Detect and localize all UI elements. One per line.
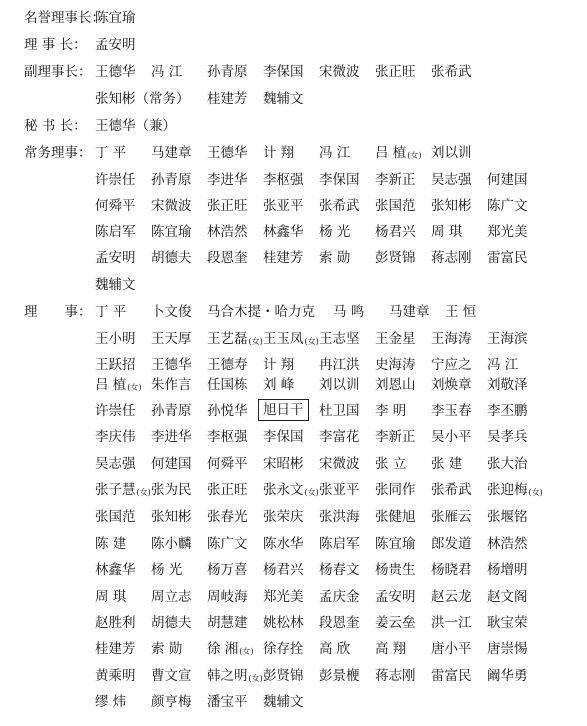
member-name: 阚华勇	[487, 668, 528, 684]
member-name: 雷富民	[431, 668, 472, 684]
member-name: 李枢强	[263, 172, 304, 188]
role-label: 秘 书 长：	[24, 118, 87, 134]
member-name: 张正旺	[207, 198, 248, 214]
member-name: 吴小平	[431, 429, 472, 445]
member-name: 王 恒	[445, 304, 477, 320]
member-name: 胡德夫	[151, 615, 192, 631]
member-name: 马建章	[151, 145, 192, 161]
female-mark: (女)	[136, 488, 151, 497]
member-name: 孟安明	[375, 589, 416, 605]
member-name: 张雁云	[431, 509, 472, 525]
member-name: 孟庆金	[319, 589, 360, 605]
member-name: 刘以训	[319, 377, 360, 393]
member-name: 周岐海	[207, 589, 248, 605]
member-name: 李枢强	[207, 429, 248, 445]
member-name: 张健旭	[375, 509, 416, 525]
member-name: 彭贤锦	[375, 250, 416, 266]
member-name: 冯 江	[151, 64, 183, 80]
member-name: 何舜平	[207, 456, 248, 472]
member-name: 杨晓君	[431, 562, 472, 578]
member-name: 张大治	[487, 456, 528, 472]
female-mark: (女)	[127, 383, 142, 392]
member-name: 张永文(女)	[263, 482, 319, 498]
member-name: 李进华	[151, 429, 192, 445]
member-name: 林浩然	[487, 536, 528, 552]
member-name: 王德华（兼）	[95, 118, 176, 134]
member-name: 张国范	[95, 509, 136, 525]
member-name: 刘以训	[431, 145, 472, 161]
member-name: 王德华	[95, 64, 136, 80]
member-name: 李保国	[263, 64, 304, 80]
member-name: 彭贤锦	[263, 668, 304, 684]
member-name: 胡德夫	[151, 250, 192, 266]
member-name: 张正旺	[207, 482, 248, 498]
member-name: 张希武	[431, 64, 472, 80]
member-name: 郑光美	[263, 589, 304, 605]
member-name: 张国范	[375, 198, 416, 214]
member-name: 陈 建	[95, 536, 127, 552]
member-name: 陈水华	[263, 536, 304, 552]
member-name: 宋昭彬	[263, 456, 304, 472]
member-name: 曹文宣	[151, 668, 192, 684]
member-name: 许崇任	[95, 403, 136, 419]
member-name: 雷富民	[487, 250, 528, 266]
member-name: 周 琪	[95, 589, 127, 605]
female-mark: (女)	[248, 337, 263, 346]
member-name: 王跃招	[95, 357, 136, 373]
member-name: 张 立	[375, 456, 407, 472]
member-name: 魏辅文	[263, 91, 304, 107]
member-name: 耿宝荣	[487, 615, 528, 631]
female-mark: (女)	[407, 151, 422, 160]
member-name: 李新正	[375, 172, 416, 188]
member-name: 李保国	[319, 172, 360, 188]
member-name: 李庆伟	[95, 429, 136, 445]
member-name: 赵胜利	[95, 615, 136, 631]
member-name: 陈广文	[207, 536, 248, 552]
member-name: 张为民	[151, 482, 192, 498]
member-name: 林浩然	[207, 224, 248, 240]
member-name: 索 勋	[151, 641, 183, 657]
member-name: 桂建芳	[263, 250, 304, 266]
member-name: 吕 植(女)	[375, 145, 422, 161]
female-mark: (女)	[248, 674, 263, 683]
member-name: 李进华	[207, 172, 248, 188]
member-name: 张知彬（常务）	[95, 91, 190, 107]
member-name: 韩之明(女)	[207, 668, 263, 684]
member-name: 王德华	[151, 357, 192, 373]
member-name: 杨 光	[151, 562, 183, 578]
member-name: 王艺磊(女)	[207, 331, 263, 347]
member-name: 张春光	[207, 509, 248, 525]
member-name: 姜云垒	[375, 615, 416, 631]
member-name: 宁应之	[431, 357, 472, 373]
member-name: 陈广文	[487, 198, 528, 214]
member-name: 胡慧建	[207, 615, 248, 631]
member-name: 彭景楩	[319, 668, 360, 684]
member-name: 马合木提・哈力克	[207, 304, 315, 320]
member-name: 许崇任	[95, 172, 136, 188]
member-name: 张希武	[319, 198, 360, 214]
member-name: 陈启军	[95, 224, 136, 240]
member-name: 何建国	[151, 456, 192, 472]
member-name: 段恩奎	[319, 615, 360, 631]
member-name: 杨增明	[487, 562, 528, 578]
member-name: 张知彬	[431, 198, 472, 214]
member-name: 徐 湘(女)	[207, 641, 254, 657]
member-name: 刘 峰	[263, 377, 295, 393]
member-name: 李丕鹏	[487, 403, 528, 419]
member-name: 丁 平	[95, 304, 127, 320]
member-name: 马 鸣	[333, 304, 365, 320]
member-name: 杨君兴	[263, 562, 304, 578]
member-name: 杨 光	[319, 224, 351, 240]
member-name: 姚松林	[263, 615, 304, 631]
member-name: 林鑫华	[263, 224, 304, 240]
member-name: 王海滨	[487, 331, 528, 347]
member-name: 林鑫华	[95, 562, 136, 578]
member-name: 卜文俊	[151, 304, 192, 320]
member-name: 张子慧(女)	[95, 482, 151, 498]
member-name: 王德寿	[207, 357, 248, 373]
member-name: 孙悦华	[207, 403, 248, 419]
member-name: 缪 炜	[95, 694, 127, 710]
member-name: 马建章	[389, 304, 430, 320]
member-name: 冉江洪	[319, 357, 360, 373]
member-name: 何建国	[487, 172, 528, 188]
member-name: 杜卫国	[319, 403, 360, 419]
member-name: 吴志强	[95, 456, 136, 472]
member-name: 王德华	[207, 145, 248, 161]
member-name: 王金星	[375, 331, 416, 347]
member-name: 蒋志刚	[431, 250, 472, 266]
member-name: 吴孝兵	[487, 429, 528, 445]
role-label: 名誉理事长：	[24, 10, 105, 26]
member-name: 史海涛	[375, 357, 416, 373]
member-name: 徐存拴	[263, 641, 304, 657]
member-name: 王志坚	[319, 331, 360, 347]
female-mark: (女)	[304, 337, 319, 346]
member-name: 陈宜瑜	[151, 224, 192, 240]
member-name: 杨君兴	[375, 224, 416, 240]
member-name: 魏辅文	[95, 277, 136, 293]
member-name: 冯 江	[319, 145, 351, 161]
member-name: 张荣庆	[263, 509, 304, 525]
member-name: 计 翔	[263, 145, 295, 161]
member-name: 周立志	[151, 589, 192, 605]
member-name: 吴志强	[431, 172, 472, 188]
member-name: 计 翔	[263, 357, 295, 373]
member-name: 高 欣	[319, 641, 351, 657]
member-name: 洪一江	[431, 615, 472, 631]
member-name: 刘恩山	[375, 377, 416, 393]
member-name: 朱作言	[151, 377, 192, 393]
role-label: 副理事长：	[24, 64, 92, 80]
member-name: 陈小麟	[151, 536, 192, 552]
member-name: 陈宜瑜	[95, 10, 136, 26]
member-name: 张亚平	[263, 198, 304, 214]
member-name: 张堰铭	[487, 509, 528, 525]
member-name: 孟安明	[95, 37, 136, 53]
female-mark: (女)	[528, 488, 543, 497]
member-name: 孙青原	[207, 64, 248, 80]
female-mark: (女)	[239, 647, 254, 656]
member-name: 郑光美	[487, 224, 528, 240]
member-name: 宋微波	[151, 198, 192, 214]
member-name: 魏辅文	[263, 694, 304, 710]
member-name: 李新正	[375, 429, 416, 445]
member-name: 孟安明	[95, 250, 136, 266]
member-name: 赵文阁	[487, 589, 528, 605]
member-name: 张洪海	[319, 509, 360, 525]
member-name: 丁 平	[95, 145, 127, 161]
member-name: 何舜平	[95, 198, 136, 214]
member-name: 李富花	[319, 429, 360, 445]
member-name: 陈启军	[319, 536, 360, 552]
member-name: 郎发道	[431, 536, 472, 552]
member-name: 刘焕章	[431, 377, 472, 393]
member-name: 桂建芳	[95, 641, 136, 657]
member-name: 张知彬	[151, 509, 192, 525]
member-name: 旭日干	[258, 399, 309, 421]
member-name: 张希武	[431, 482, 472, 498]
member-name: 杨春文	[319, 562, 360, 578]
member-name: 杨贵生	[375, 562, 416, 578]
member-name: 周 琪	[431, 224, 463, 240]
member-name: 吕 植(女)	[95, 377, 142, 393]
member-name: 颜亨梅	[151, 694, 192, 710]
member-name: 杨万喜	[207, 562, 248, 578]
role-label: 理 事 长：	[24, 37, 87, 53]
member-name: 李保国	[263, 429, 304, 445]
member-name: 张亚平	[319, 482, 360, 498]
member-name: 蒋志刚	[375, 668, 416, 684]
member-name: 黄乘明	[95, 668, 136, 684]
member-name: 任国栋	[207, 377, 248, 393]
member-name: 桂建芳	[207, 91, 248, 107]
member-name: 李 明	[375, 403, 407, 419]
member-name: 赵云龙	[431, 589, 472, 605]
member-name: 王小明	[95, 331, 136, 347]
member-name: 段恩奎	[207, 250, 248, 266]
member-name: 王海涛	[431, 331, 472, 347]
member-name: 孙青原	[151, 172, 192, 188]
member-name: 宋微波	[319, 64, 360, 80]
member-name: 冯 江	[487, 357, 519, 373]
role-label: 常务理事：	[24, 145, 92, 161]
member-name: 潘宝平	[207, 694, 248, 710]
member-name: 李玉春	[431, 403, 472, 419]
member-name: 唐小平	[431, 641, 472, 657]
member-name: 宋微波	[319, 456, 360, 472]
member-name: 索 勋	[319, 250, 351, 266]
female-mark: (女)	[304, 488, 319, 497]
member-name: 王天厚	[151, 331, 192, 347]
member-name: 陈宜瑜	[375, 536, 416, 552]
member-name: 张迎梅(女)	[487, 482, 543, 498]
member-name: 张 建	[431, 456, 463, 472]
member-name: 王玉凤(女)	[263, 331, 319, 347]
member-name: 刘敬泽	[487, 377, 528, 393]
member-name: 孙青原	[151, 403, 192, 419]
member-name: 唐崇惕	[487, 641, 528, 657]
member-name: 高 翔	[375, 641, 407, 657]
role-label: 理 事：	[24, 304, 92, 320]
member-name: 张同作	[375, 482, 416, 498]
member-name: 张正旺	[375, 64, 416, 80]
